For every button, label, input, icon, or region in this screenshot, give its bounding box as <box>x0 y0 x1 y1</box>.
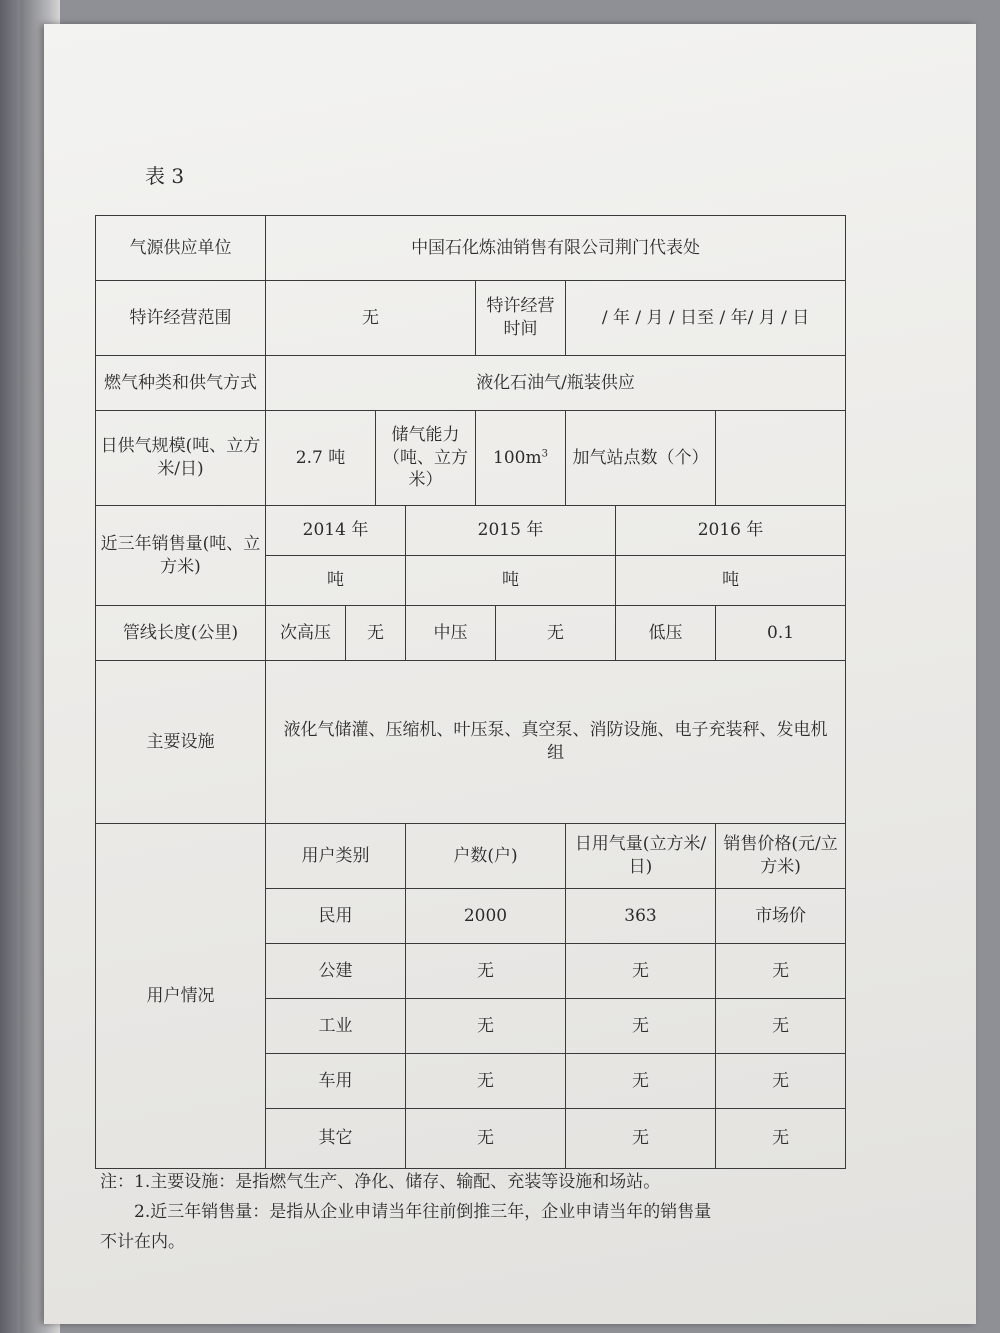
daily-supply-label: 日供气规模(吨、立方米/日) <box>96 411 266 506</box>
user-households: 无 <box>406 1109 566 1169</box>
sales-value-2016: 吨 <box>616 556 846 606</box>
supplier-label: 气源供应单位 <box>96 216 266 281</box>
user-price: 无 <box>716 944 846 999</box>
sub-high-pressure-value: 无 <box>346 606 406 661</box>
users-col-households: 户数(户) <box>406 824 566 889</box>
user-daily-gas: 无 <box>566 944 716 999</box>
sales-value-2014: 吨 <box>266 556 406 606</box>
franchise-scope-label: 特许经营范围 <box>96 281 266 356</box>
franchise-row <box>96 281 846 356</box>
user-category: 工业 <box>266 999 406 1054</box>
note-1: 注：1.主要设施：是指燃气生产、净化、储存、输配、充装等设施和场站。 <box>100 1172 661 1192</box>
sub-high-pressure-label: 次高压 <box>266 606 346 661</box>
franchise-time-label: 特许经营时间 <box>476 281 566 356</box>
low-pressure-value: 0.1 <box>716 606 846 661</box>
sales-year-2016: 2016 年 <box>616 506 846 556</box>
users-col-category: 用户类别 <box>266 824 406 889</box>
pipeline-label: 管线长度(公里) <box>96 606 266 661</box>
storage-capacity-value: $100m^3$ <box>476 411 566 506</box>
users-col-daily-gas: 日用气量(立方米/日) <box>566 824 716 889</box>
sales-year-2014: 2014 年 <box>266 506 406 556</box>
user-category: 车用 <box>266 1054 406 1109</box>
user-households: 无 <box>406 944 566 999</box>
supplier-value: 中国石化炼油销售有限公司荆门代表处 <box>266 216 846 281</box>
franchise-time-value: / 年 / 月 / 日至 / 年/ 月 / 日 <box>566 281 846 356</box>
users-header-row <box>96 824 846 889</box>
user-households: 无 <box>406 999 566 1054</box>
user-price: 市场价 <box>716 889 846 944</box>
user-category: 其它 <box>266 1109 406 1169</box>
user-price: 无 <box>716 999 846 1054</box>
facilities-label: 主要设施 <box>96 661 266 824</box>
refuel-stations-value <box>716 411 846 506</box>
user-category: 公建 <box>266 944 406 999</box>
user-price: 无 <box>716 1054 846 1109</box>
medium-pressure-label: 中压 <box>406 606 496 661</box>
user-daily-gas: 无 <box>566 999 716 1054</box>
gas-type-row <box>96 356 846 411</box>
sales-value-2015: 吨 <box>406 556 616 606</box>
gas-supply-form-table <box>95 215 846 1169</box>
gas-type-value: 液化石油气/瓶装供应 <box>266 356 846 411</box>
refuel-stations-label: 加气站点数（个） <box>566 411 716 506</box>
facilities-row <box>96 661 846 824</box>
user-daily-gas: 无 <box>566 1109 716 1169</box>
footnotes <box>100 1168 840 1257</box>
supplier-row <box>96 216 846 281</box>
user-daily-gas: 无 <box>566 1054 716 1109</box>
low-pressure-label: 低压 <box>616 606 716 661</box>
daily-supply-value: 2.7 吨 <box>266 411 376 506</box>
storage-capacity-label: 储气能力（吨、立方米） <box>376 411 476 506</box>
users-col-price: 销售价格(元/立方米) <box>716 824 846 889</box>
facilities-value: 液化气储灌、压缩机、叶压泵、真空泵、消防设施、电子充装秤、发电机组 <box>266 661 846 824</box>
user-category: 民用 <box>266 889 406 944</box>
sales-years-row <box>96 506 846 556</box>
note-2: 2.近三年销售量：是指从企业申请当年往前倒推三年，企业申请当年的销售量 <box>134 1201 712 1222</box>
franchise-scope-value: 无 <box>266 281 476 356</box>
sales-year-2015: 2015 年 <box>406 506 616 556</box>
users-label: 用户情况 <box>96 824 266 1169</box>
user-daily-gas: 363 <box>566 889 716 944</box>
user-price: 无 <box>716 1109 846 1169</box>
capacity-row <box>96 411 846 506</box>
note-2-continued: 不计在内。 <box>100 1231 185 1252</box>
table-number: 表 3 <box>145 164 185 188</box>
gas-type-label: 燃气种类和供气方式 <box>96 356 266 411</box>
cubic-superscript: 3 <box>541 447 548 459</box>
pipeline-row <box>96 606 846 661</box>
medium-pressure-value: 无 <box>496 606 616 661</box>
user-households: 2000 <box>406 889 566 944</box>
user-households: 无 <box>406 1054 566 1109</box>
sales-label: 近三年销售量(吨、立方米) <box>96 506 266 606</box>
